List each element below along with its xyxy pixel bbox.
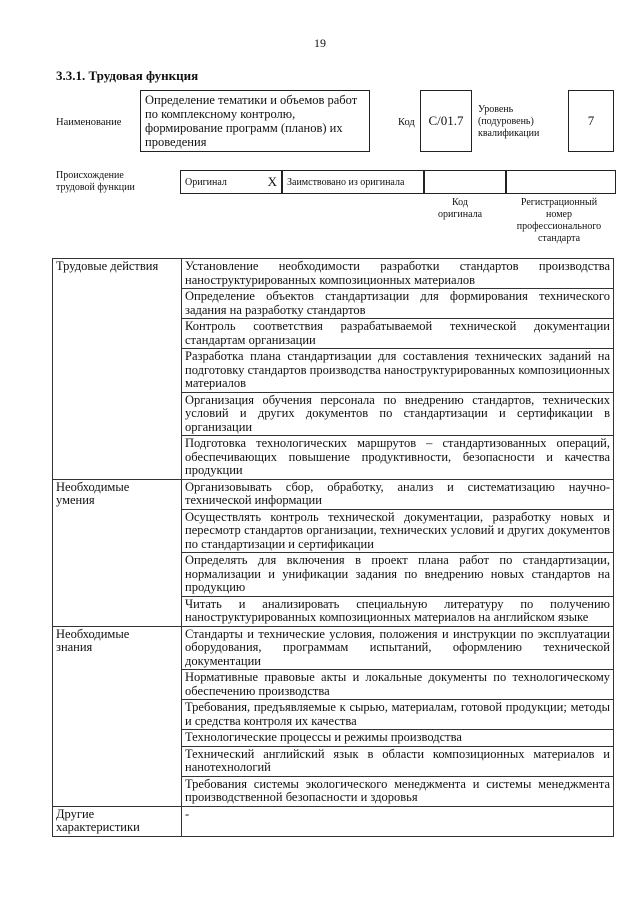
function-details-table	[52, 258, 614, 837]
skill-item: Определять для включения в проект плана работ по стандартизации, нормализации и унификации задания по внедрению новых стандартов на продукцию	[182, 553, 614, 597]
level-label-line-3: квалификации	[478, 128, 540, 139]
knowledge-item: Требования системы экологического менеджмента и системы менеджмента производственной безопасности и здоровья	[182, 776, 614, 806]
skills-label	[53, 479, 182, 626]
table-row	[53, 806, 614, 836]
code-original-caption-2: оригинала	[437, 209, 483, 220]
code-original-caption	[430, 197, 490, 221]
skill-item: Осуществлять контроль технической документации, разработку новых и пересмотр стандартов организации, технических условий и других документов по стандартизации и сертификации	[182, 509, 614, 553]
table-row	[53, 259, 614, 289]
knowledge-item: Требования, предъявляемые к сырью, материалам, готовой продукции; методы и средства контроля их качества	[182, 700, 614, 730]
original-cell	[180, 170, 282, 194]
reg-number-caption-2: номер	[546, 209, 572, 220]
origin-label-line-1: Происхождение	[56, 170, 124, 181]
reg-number-caption-1: Регистрационный	[520, 197, 598, 208]
table-row	[53, 626, 614, 670]
knowledge-item: Технологические процессы и режимы производства	[182, 730, 614, 747]
other-label-line-1: Другие	[56, 806, 95, 821]
labor-action-item: Подготовка технологических маршрутов – стандартизованных операций, обеспечивающих повышение продуктивности, безопасности и качества продукции	[182, 436, 614, 480]
reg-number-caption-4: стандарта	[537, 233, 581, 244]
code-box: C/01.7	[420, 90, 472, 152]
level-label-line-2: (подуровень)	[478, 116, 534, 127]
name-label: Наименование	[56, 117, 122, 128]
code-original-cell	[424, 170, 506, 194]
other-label	[53, 806, 182, 836]
code-label: Код	[398, 117, 415, 128]
knowledge-label-line-1: Необходимые	[56, 626, 130, 641]
knowledge-label	[53, 626, 182, 806]
labor-action-item: Определение объектов стандартизации для формирования технического задания на разработку стандартов	[182, 289, 614, 319]
level-label	[478, 104, 539, 140]
level-box: 7	[568, 90, 614, 152]
labor-action-item: Разработка плана стандартизации для составления технических заданий на подготовку стандартов производства наноструктурированных композиционных материалов	[182, 349, 614, 393]
reg-number-caption-3: профессионального	[516, 221, 602, 232]
origin-label-line-2: трудовой функции	[56, 182, 135, 193]
knowledge-item: Нормативные правовые акты и локальные документы по технологическому обеспечению производства	[182, 670, 614, 700]
other-value: -	[182, 806, 614, 836]
labor-action-item: Установление необходимости разработки стандартов производства наноструктурированных композиционных материалов	[182, 259, 614, 289]
skill-item: Организовывать сбор, обработку, анализ и систематизацию научно-технической информации	[182, 479, 614, 509]
labor-actions-label: Трудовые действия	[53, 259, 182, 480]
labor-action-item: Организация обучения персонала по внедрению стандартов, технических условий и других документов по стандартизации и сертификации в организации	[182, 392, 614, 436]
page-number: 19	[314, 36, 326, 50]
original-label: Оригинал	[185, 176, 227, 188]
labor-action-item: Контроль соответствия разрабатываемой технической документации стандартам организации	[182, 319, 614, 349]
section-title: 3.3.1. Трудовая функция	[56, 68, 199, 83]
table-row	[53, 479, 614, 509]
origin-row	[180, 170, 616, 194]
knowledge-item: Технический английский язык в области композиционных материалов и нанотехнологий	[182, 746, 614, 776]
knowledge-item: Стандарты и технические условия, положения и инструкции по эксплуатации оборудования, программам испытаний, оформлению технической документации	[182, 626, 614, 670]
original-mark: X	[267, 174, 277, 189]
skills-label-line-2: умения	[56, 493, 95, 507]
reg-number-caption	[504, 197, 614, 245]
reg-number-cell	[506, 170, 616, 194]
function-name-box: Определение тематики и объемов работ по комплексному контролю, формирование программ (планов) их проведения	[140, 90, 370, 152]
code-original-caption-1: Код	[452, 197, 468, 208]
skills-label-line-1: Необходимые	[56, 479, 130, 494]
origin-label	[56, 170, 135, 194]
skill-item: Читать и анализировать специальную литературу по получению наноструктурированных композиционных материалов на английском языке	[182, 596, 614, 626]
borrowed-cell: Заимствовано из оригинала	[282, 170, 424, 194]
level-label-line-1: Уровень	[478, 104, 514, 115]
knowledge-label-line-2: знания	[56, 640, 93, 654]
other-label-line-2: характеристики	[56, 820, 140, 834]
